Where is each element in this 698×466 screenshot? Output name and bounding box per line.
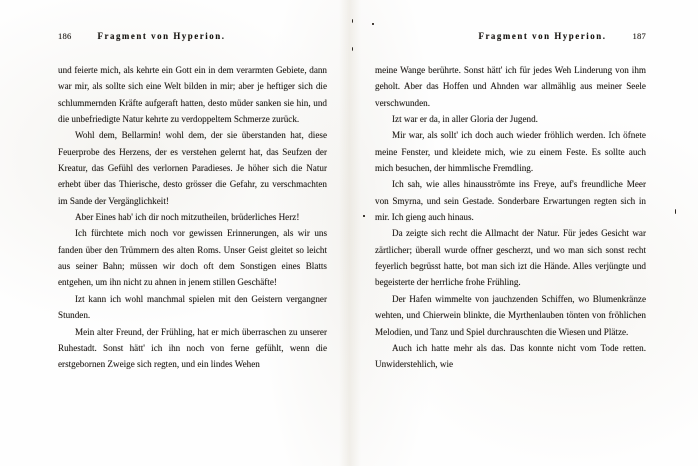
body-text-left — [58, 62, 327, 373]
paragraph: meine Wange berührte. Sonst hätt' ich für jedes Weh Linderung von ihm geholt. Aber das Hoffen und Ahnden war allmählig aus meiner Seele verschwunden. — [375, 65, 646, 108]
running-head-right — [375, 32, 646, 46]
paragraph: Der Hafen wimmelte von jauchzenden Schiffen, wo Blumenkränze wehten, und Chierwein blinkte, die Myrthenlauben tönten von fröhlichen Melodien, und Tanz und Spiel durchrauschten die Wiesen und Plätze. — [375, 293, 646, 337]
paragraph: Ich fürchtete mich noch vor gewissen Erinnerungen, als wir uns fanden über den Trümmern des alten Roms. Unser Geist gleitet so leicht aus seiner Bahn; müssen wir doch oft dem Sonstigen eines Blatts entgehen, um ihn nicht zu ahnen in jenem stillen Geschäfte! — [58, 228, 327, 288]
paragraph: Izt kann ich wohl manchmal spielen mit den Geistern vergangner Stunden. — [58, 293, 327, 321]
paragraph: und feierte mich, als kehrte ein Gott ein in dem verarmten Gebiete, dann war mir, als sollte sich eine Welt bilden in mir; aber je heftiger sich die schlummernden Kräfte aufgeraft hatten, desto müder sanken sie hin, und die unbefriedigte Natur kehrte zu verdoppeltem Schmerze zurück. — [58, 65, 327, 125]
paragraph: Auch ich hatte mehr als das. Das konnte nicht vom Tode retten. Unwiderstehlich, wie — [375, 342, 646, 370]
paragraph: Ich sah, wie alles hinausströmte ins Freye, auf's freundliche Meer von Smyrna, und sein Gestade. Sonderbare Erwartungen regten sich in mir. Ich gieng auch hinaus. — [375, 179, 646, 223]
paragraph: Mein alter Freund, der Frühling, hat er mich überraschen zu unserer Ruhestadt. Sonst hätt' ich ihn noch von ferne gefühlt, wenn die erstgebornen Zweige sich regten, und ein lindes Wehen — [58, 326, 327, 370]
body-text-right — [375, 62, 646, 373]
paragraph: Wohl dem, Bellarmin! wohl dem, der sie überstanden hat, diese Feuerprobe des Herzens, der es verstehen gelernt hat, das Seufzen der Kreatur, das Gefühl des verlornen Paradieses. Je höher sich die Natur erhebt über das Thierische, desto grösser die Gefahr, zu verschmachten im Sande der Vergänglichkeit! — [58, 130, 327, 206]
running-title-right: Fragment von Hyperion. — [478, 31, 607, 41]
paragraph: Aber Eines hab' ich dir noch mitzutheilen, brüderliches Herz! — [75, 212, 300, 223]
paragraph: Izt war er da, in aller Gloria der Jugend. — [392, 114, 538, 125]
page-number-left: 186 — [58, 31, 72, 41]
paragraph: Mir war, als sollt' ich doch auch wieder fröhlich werden. Ich öfnete meine Fenster, und kleidete mich, wie zu einem Feste. Es sollte auch mich besuchen, der himmlische Fremdling. — [375, 130, 646, 174]
right-page — [349, 0, 698, 466]
page-number-right: 187 — [632, 31, 646, 41]
running-title-left: Fragment von Hyperion. — [97, 31, 226, 41]
running-head-left — [58, 32, 327, 46]
paragraph: Da zeigte sich recht die Allmacht der Natur. Für jedes Gesicht war zärtlicher; überall wurde offner gescherzt, und wo man sich sonst recht feyerlich begrüsst hatte, bot man sich izt die Hände. Alles verjüngte und begeisterte der herrliche frohe Frühling. — [375, 228, 646, 288]
